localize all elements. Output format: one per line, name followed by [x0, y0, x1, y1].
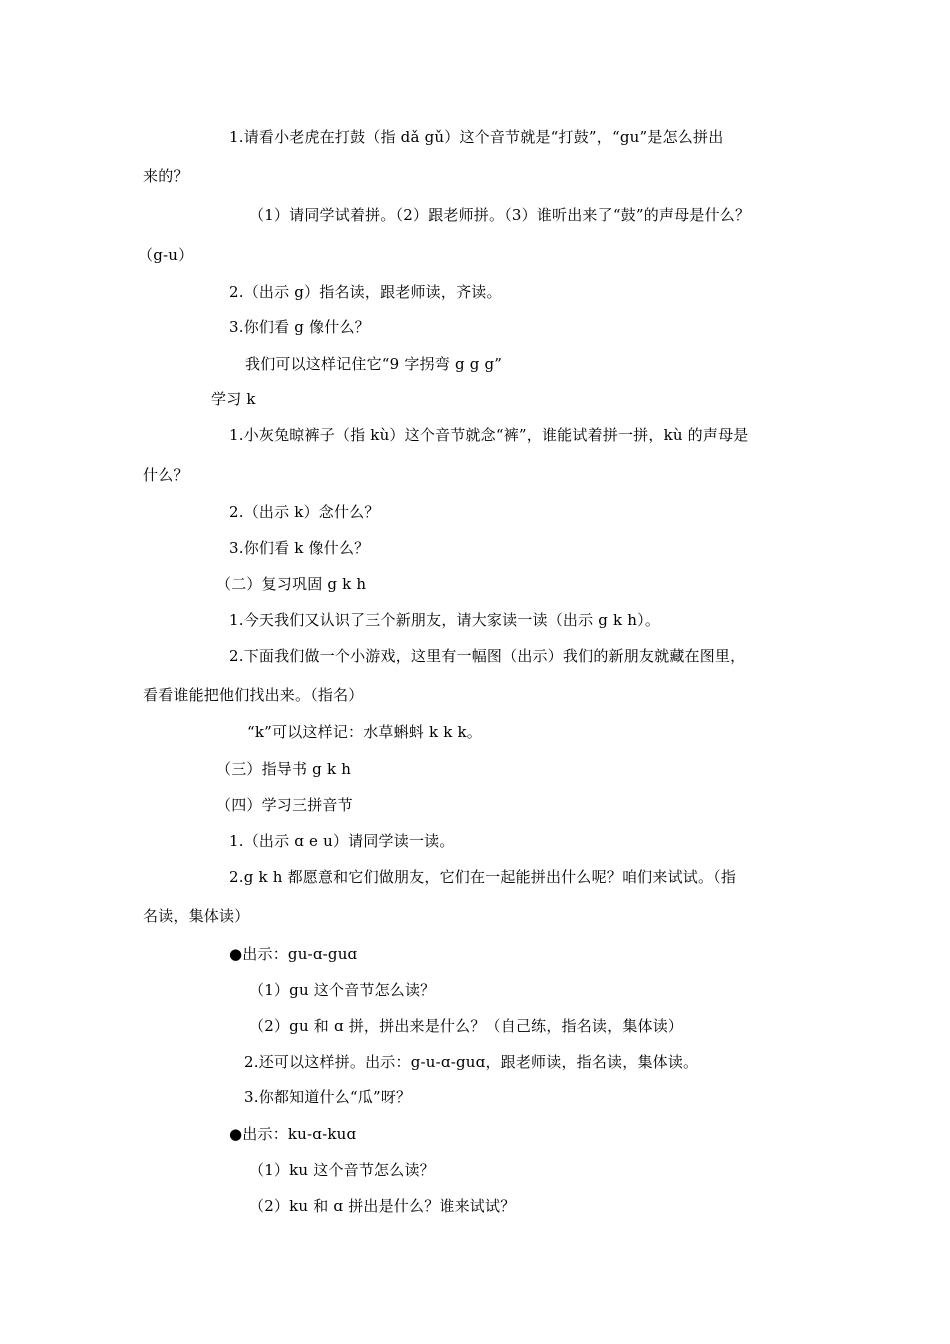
text-line: （2）ku 和 ɑ 拼出是什么？谁来试试？	[249, 1197, 516, 1215]
text-line: （1）ku 这个音节怎么读？	[249, 1161, 435, 1179]
text-line: 名读，集体读）	[143, 907, 250, 925]
text-line: 3.你都知道什么“瓜”呀？	[244, 1088, 412, 1106]
text-line: 看看谁能把他们找出来。（指名）	[143, 686, 364, 704]
text-line: 来的？	[143, 167, 189, 185]
text-line: 2.（出示 g）指名读，跟老师读，齐读。	[229, 283, 502, 301]
text-line: 1.今天我们又认识了三个新朋友，请大家读一读（出示 g k h）。	[229, 611, 661, 629]
text-line: 2.g k h 都愿意和它们做朋友，它们在一起能拼出什么呢？咱们来试试。（指	[229, 868, 737, 886]
text-line: 1.请看小老虎在打鼓（指 dǎ gǔ）这个音节就是“打鼓”，“gu”是怎么拼出	[229, 128, 724, 146]
text-line: （1）gu 这个音节怎么读？	[249, 981, 436, 999]
text-line: ●出示：ku-ɑ-kuɑ	[229, 1125, 357, 1143]
text-line: 2.下面我们做一个小游戏，这里有一幅图（出示）我们的新朋友就藏在图里，	[229, 647, 746, 665]
text-line: （三）指导书 g k h	[216, 760, 352, 778]
text-line: （g-u）	[138, 246, 194, 264]
text-line: 1.小灰兔晾裤子（指 kù）这个音节就念“裤”，谁能试着拼一拼，kù 的声母是	[229, 426, 749, 444]
text-line: 2.还可以这样拼。出示：g-u-ɑ-guɑ，跟老师读，指名读，集体读。	[244, 1053, 699, 1071]
text-line: ●出示：gu-ɑ-guɑ	[229, 945, 358, 963]
text-line: （四）学习三拼音节	[216, 796, 353, 814]
text-line: 3.你们看 g 像什么？	[229, 318, 370, 336]
text-line: （2）gu 和 ɑ 拼，拼出来是什么？（自己练，指名读，集体读）	[249, 1017, 684, 1035]
text-line: （1）请同学试着拼。（2）跟老师拼。（3）谁听出来了“鼓”的声母是什么？	[249, 206, 751, 224]
text-line: 2.（出示 k）念什么？	[229, 503, 380, 521]
text-line: 什么？	[143, 466, 189, 484]
text-line: （二）复习巩固 g k h	[216, 575, 367, 593]
text-line: 1.（出示 ɑ e u）请同学读一读。	[229, 832, 455, 850]
text-line: 我们可以这样记住它“9 字拐弯 g g g”	[245, 355, 503, 373]
text-line: “k”可以这样记：水草蝌蚪 k k k。	[247, 723, 482, 741]
text-line: 3.你们看 k 像什么？	[229, 539, 370, 557]
text-line: 学习 k	[211, 390, 256, 408]
